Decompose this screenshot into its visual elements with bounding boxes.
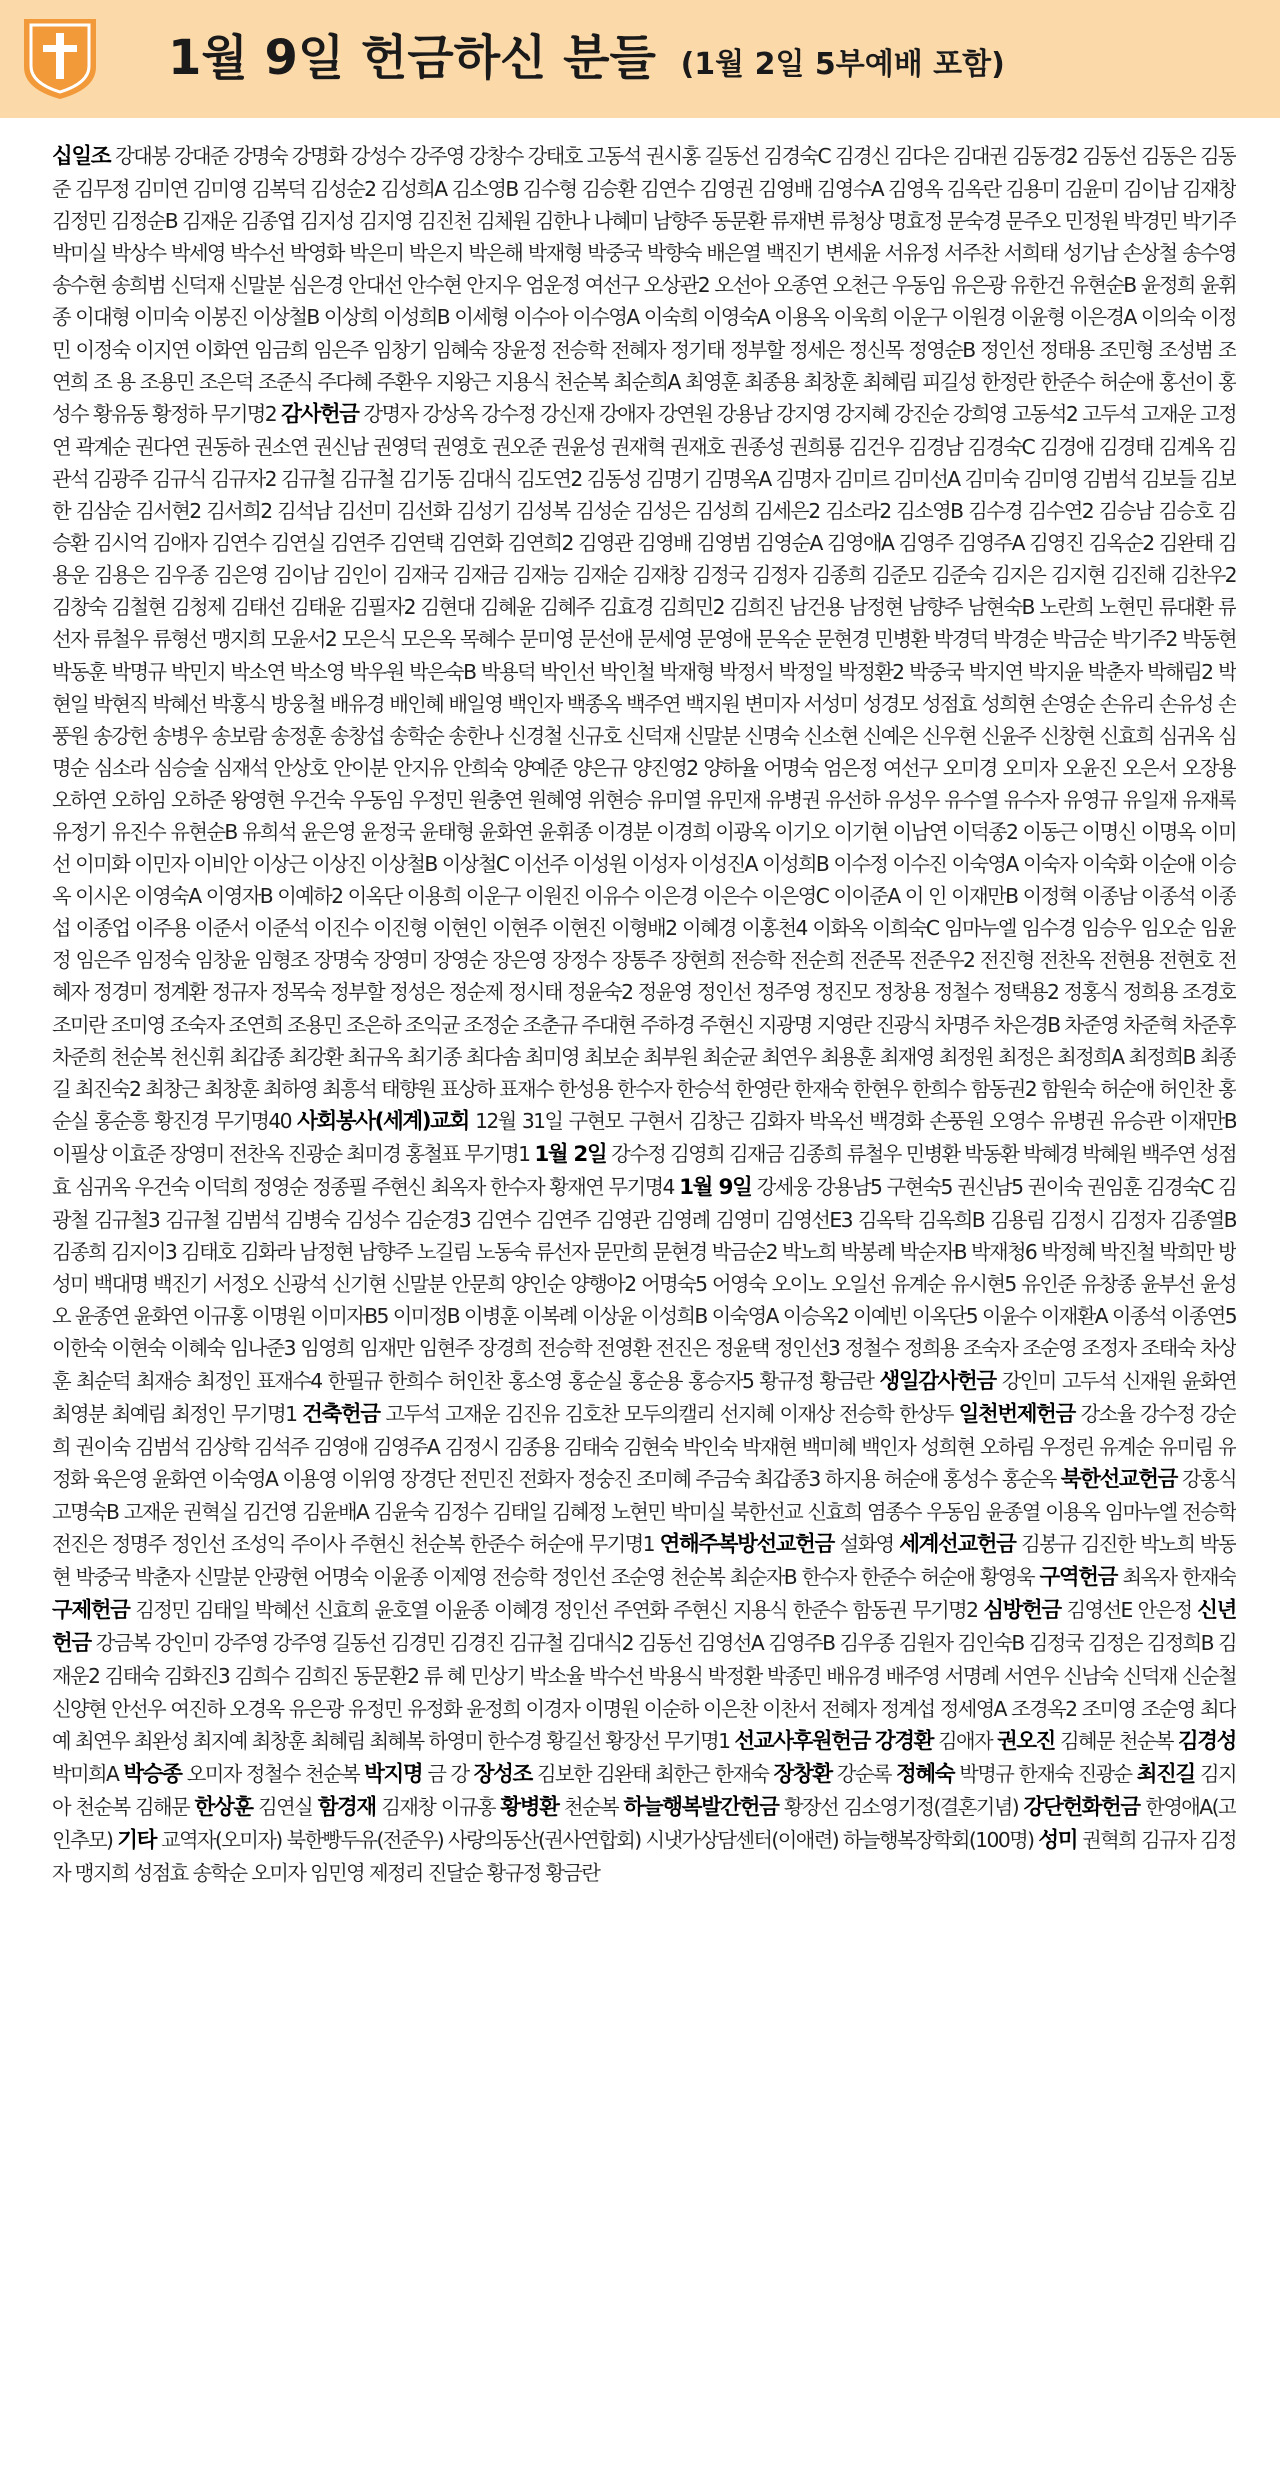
donor-names: 김애자 (938, 1728, 992, 1753)
category-label: 김경성 (1177, 1728, 1236, 1754)
donor-names: 김혜문 천순복 (1060, 1728, 1173, 1753)
donor-names: 강순록 (836, 1761, 891, 1786)
donor-names: 김봉규 김진한 박노희 박동현 박중국 박춘자 신말분 안광현 어명숙 이윤종 이제영 전승학 정인선 조순영 천순복 최순자B 한수자 한준수 허순애 황영욱 (52, 1532, 1236, 1590)
donor-names: 강인미 고두석 신재원 윤화연 최영분 최예림 최정인 무기명1 (52, 1368, 1236, 1426)
category-label: 북한선교헌금 (1060, 1466, 1177, 1492)
category-label: 감사헌금 (281, 401, 359, 427)
donor-names: 금 강 (427, 1761, 469, 1786)
category-label: 강경환 (874, 1728, 934, 1754)
category-label: 연해주복방선교헌금 (659, 1532, 834, 1558)
category-label: 구역헌금 (1039, 1565, 1117, 1591)
category-label: 1월 2일 (534, 1141, 607, 1167)
donor-names: 김정민 김태일 박혜선 신효희 윤호열 이윤종 이혜경 정인선 주연화 주현신 지용식 한준수 함동권 무기명2 (135, 1598, 978, 1623)
title-sub: (1월 2일 5부예배 포함) (680, 47, 1005, 82)
donor-names: 김지아 천순복 김해문 (52, 1761, 1236, 1819)
category-label: 기타 (117, 1827, 156, 1853)
donor-names: 박미희A (52, 1761, 119, 1786)
donor-names: 고두석 고재운 김진유 김호찬 모두의캘리 선지혜 이재상 전승학 한상두 (385, 1401, 953, 1426)
donor-names: 설화영 (839, 1532, 894, 1557)
donor-names: 박명규 한재숙 진광순 (959, 1761, 1132, 1786)
category-label: 장성조 (473, 1761, 532, 1787)
donor-names: 강홍식 고명숙B 고재운 권혁실 김건영 김윤배A 김윤숙 김정수 김태일 김혜정 노현민 박미실 북한선교 신효희 염종수 우동임 윤종열 이용옥 임마누엘 전승학 전진은 정명주 정인선 조성익 주이사 주현신 천순복 한준수 허순애 무기명1 (52, 1466, 1236, 1557)
donor-names: 12월 31일 구현모 구현서 김창근 김화자 박옥선 백경화 손풍원 오영수 유병권 유승관 이재만B 이필상 이효준 장영미 전찬옥 진광순 최미경 홍철표 무기명1 (52, 1108, 1236, 1166)
category-label: 신년헌금 (52, 1598, 1236, 1657)
category-label: 장창환 (773, 1761, 832, 1787)
category-label: 십일조 (52, 144, 111, 169)
donor-names: 오미자 정철수 천순복 (186, 1761, 359, 1786)
category-label: 선교사후원헌금 (734, 1728, 870, 1754)
donor-names: 천순복 (563, 1794, 618, 1819)
category-label: 1월 9일 (679, 1175, 752, 1200)
donor-list (52, 140, 1236, 2470)
category-label: 하늘행복발간헌금 (623, 1794, 779, 1820)
category-label: 사회봉사(세계)교회 (297, 1108, 469, 1134)
donor-names: 김영선E 안은정 (1066, 1598, 1192, 1623)
category-label: 건축헌금 (302, 1401, 380, 1427)
donor-names: 권혁희 김규자 김정자 맹지희 성점효 송학순 오미자 임민영 제정리 진달순 황규정 황금란 (52, 1827, 1236, 1885)
donor-names: 한영애A(고인추모) (52, 1794, 1236, 1852)
donor-names: 김재창 이규홍 (381, 1794, 495, 1819)
category-label: 최진길 (1136, 1761, 1195, 1787)
donor-names: 김보한 김완태 최한근 한재숙 (537, 1761, 769, 1786)
category-label: 세계선교헌금 (899, 1532, 1016, 1558)
category-label: 생일감사헌금 (879, 1368, 996, 1394)
donor-names: 교역자(오미자) 북한빵두유(전준우) 사랑의동산(권사연합회) 시냇가상담센터(이애련) 하늘행복장학회(100명) (160, 1827, 1034, 1852)
category-label: 권오진 (996, 1728, 1056, 1754)
donor-names: 김연실 (258, 1794, 313, 1819)
category-label: 심방헌금 (983, 1598, 1061, 1624)
donor-names: 최옥자 한재숙 (1122, 1565, 1236, 1590)
category-label: 박승종 (123, 1761, 182, 1787)
church-cross-shield-icon (22, 15, 98, 101)
category-label: 황병환 (500, 1794, 559, 1820)
category-label: 정혜숙 (896, 1761, 955, 1787)
page-header (0, 0, 1280, 118)
category-label: 강단헌화헌금 (1023, 1794, 1140, 1820)
category-label: 일천번제헌금 (958, 1401, 1075, 1427)
category-label: 구제헌금 (52, 1598, 130, 1624)
category-label: 한상훈 (194, 1794, 253, 1820)
category-label: 성미 (1038, 1827, 1078, 1853)
title-main: 1월 9일 헌금하신 분들 (168, 30, 656, 86)
donor-names: 강명자 강상옥 강수정 강신재 강애자 강연원 강용남 강지영 강지혜 강진순 강희영 고동석2 고두석 고재운 고정연 곽계순 권다연 권동하 권소연 권신남 권영덕 권영호 권오준 권윤성 권재혁 권재호 권종성 권희룡 김건우 김경남 김경숙C 김경애 김경태 김계옥 김관석 김광주 김규식 김규자2 김규철 김규철 김기동 김대식 김도연2 김동성 김명기 김명옥A 김명자 김미르 김미선A 김미숙 김미영 김범석 김보들 김보한 김삼순 김서현2 김서희2 김석남 김선미 김선화 김성기 김성복 김성순 김성은 김성희 김세은2 김소라2 김소영B 김수경 김수연2 김승남 김승호 김승환 김시억 김애자 김연수 김연실 김연주 김연택 김연화 김연희2 김영관 김영배 김영범 김영순A 김영애A 김영주 김영주A 김영진 김옥순2 김완태 김용운 김용은 김우종 김은영 김이남 김인이 김재국 김재금 김재능 김재순 김재창 김정국 김정자 김종희 김준모 김준숙 김지은 김지현 김진해 김찬우2 김창숙 김철현 김청제 김태선 김태윤 김필자2 김현대 김혜윤 김혜주 김효경 김희민2 김희진 남건용 남정현 남향주 남현숙B 노란희 노현민 류대환 류선자 류철우 류형선 맹지희 모윤서2 모은식 모은옥 목혜수 문미영 문선애 문세영 문영애 문옥순 문현경 민병환 박경덕 박경순 박금순 박기주2 박동현 박동훈 박명규 박민지 박소연 박소영 박우원 박은숙B 박용덕 박인선 박인철 박재형 박정서 박정일 박정환2 박중국 박지연 박지윤 박춘자 박해림2 박현일 박현직 박혜선 박홍식 방웅철 배유경 배인혜 배일영 백인자 백종옥 백주연 백지원 변미자 서성미 성경모 성점효 성희현 손영순 손유리 손유성 손풍원 송강헌 송병우 송보람 송정훈 송창섭 송학순 송한나 신경철 신규호 신덕재 신말분 신명숙 신소현 신예은 신우현 신윤주 신창현 신효희 심귀옥 심명순 심소라 심승술 심재석 안상호 안이분 안지유 안희숙 양예준 양은규 양진영2 양하율 어명숙 엄은정 여선구 오미경 오미자 오윤진 오은서 오장용 오하연 오하임 오하준 왕영현 우건숙 우동임 우정민 원충연 원혜영 위현승 유미열 유민재 유병권 유선하 유성우 유수열 유수자 유영규 유일재 유재록 유정기 유진수 유현순B 유희석 윤은영 윤정국 윤태형 윤화연 윤휘종 이경분 이경희 이광옥 이기오 이기현 이남연 이덕종2 이동근 이명신 이명옥 이미선 이미화 이민자 이비안 이상근 이상진 이상철B 이상철C 이선주 이성원 이성자 이성진A 이성희B 이수정 이수진 이숙영A 이숙자 이숙화 이순애 이승옥 이시온 이영숙A 이영자B 이예하2 이옥단 이용희 이운구 이원진 이유수 이은경 이은수 이은영C 이이준A 이 인 이재만B 이정혁 이종남 이종석 이종섭 이종업 이주용 이준서 이준석 이진수 이진형 이현인 이현주 이현진 이형배2 이혜경 이홍천4 이화옥 이희숙C 임마누엘 임수경 임승우 임오순 임윤정 임은주 임정숙 임창윤 임형조 장명숙 장영미 장영순 장은영 장정수 장통주 장현희 전승학 전순희 전준목 전준우2 전진형 전찬옥 전현용 전현호 전혜자 정경미 정계환 정규자 정목숙 정부할 정성은 정순제 정시태 정윤숙2 정윤영 정인선 정주영 정진모 정창용 정철수 정택용2 정홍식 정희용 조경호 조미란 조미영 조숙자 조연희 조용민 조은하 조익균 조정순 조춘규 주대현 주하경 주현신 지광명 지영란 진광식 차명주 차은경B 차준영 차준혁 차준후 차준희 천순복 천신휘 최갑종 최강환 최규옥 최기종 최다솜 최미영 최보순 최부원 최순균 최연우 최용훈 최재영 최정원 최정은 최정희A 최정희B 최종길 최진숙2 최창근 최창훈 최하영 최흥석 태향원 표상하 표재수 한성용 한수자 한승석 한영란 한재숙 한현우 한희수 함동권2 함원숙 허순애 허인찬 홍순실 홍순흥 황진경 무기명40 (52, 401, 1236, 1133)
category-label: 박지명 (364, 1761, 423, 1787)
page-title (168, 30, 1005, 93)
donor-names: 강대봉 강대준 강명숙 강명화 강성수 강주영 강창수 강태호 고동석 권시홍 길동선 김경숙C 김경신 김다은 김대권 김동경2 김동선 김동은 김동준 김무정 김미연 김미영 김복덕 김성순2 김성희A 김소영B 김수형 김승환 김연수 김영권 김영배 김영수A 김영옥 김옥란 김용미 김윤미 김이남 김재창 김정민 김정순B 김재운 김종엽 김지성 김지영 김진천 김체원 김한나 나혜미 남향주 동문환 류재변 류청상 명효정 문숙경 문주오 민정원 박경민 박기주 박미실 박상수 박세영 박수선 박영화 박은미 박은지 박은해 박재형 박중국 박향숙 배은열 백진기 변세윤 서유정 서주찬 서희태 성기남 손상철 송수영 송수현 송희범 신덕재 신말분 심은경 안대선 안수현 안지우 엄운정 여선구 오상관2 오선아 오종연 오천근 우동임 유은광 유한건 유현순B 윤정희 윤휘종 이대형 이미숙 이봉진 이상철B 이상희 이성희B 이세형 이수아 이수영A 이숙희 이영숙A 이용옥 이욱희 이운구 이원경 이윤형 이은경A 이의숙 이정민 이정숙 이지연 이화연 임금희 임은주 임창기 임혜숙 장윤정 전승학 전혜자 정기태 정부할 정세은 정신목 정영순B 정인선 정태용 조민형 조성범 조연희 조 용 조용민 조은덕 조준식 주다혜 주환우 지왕근 지용식 천순복 최순희A 최영훈 최종용 최창훈 최혜림 피길성 한정란 한준수 허순애 홍선이 홍성수 황유동 황정하 무기명2 (52, 144, 1236, 426)
donor-names: 강수정 김영희 김재금 김종희 류철우 민병환 박동환 박혜경 박혜원 백주연 성점효 심귀옥 우건숙 이덕희 정영순 정종필 주현신 최옥자 한수자 황재연 무기명4 (52, 1141, 1236, 1199)
donor-names: 황장선 김소영기정(결혼기념) (783, 1794, 1019, 1819)
category-label: 함경재 (317, 1794, 376, 1820)
donor-names: 강세웅 강용남5 구현숙5 권신남5 권이숙 권임훈 김경숙C 김광철 김규철3 김규철 김범석 김병숙 김성수 김순경3 김연수 김연주 김영관 김영례 김영미 김영선E3 김옥탁 김옥희B 김용림 김정시 김정자 김종열B 김종희 김지이3 김태호 김화라 남정현 남향주 노길림 노동숙 류선자 문만희 문현경 박금순2 박노희 박봉례 박순자B 박재청6 박정혜 박진철 박희만 방성미 백대명 백진기 서정오 신광석 신기현 신말분 안문희 양인순 양행아2 어명숙5 어영숙 오이노 오일선 유계순 유시현5 유인준 유창종 윤부선 윤성오 윤종연 윤화연 이규홍 이명원 이미자B5 이미정B 이병훈 이복례 이상윤 이성희B 이숙영A 이승옥2 이예빈 이옥단5 이윤수 이재환A 이종석 이종연5 이한숙 이현숙 이혜숙 임나준3 임영희 임재만 임현주 장경희 전승학 전영환 전진은 정윤택 정인선3 정철수 정희용 조숙자 조순영 조정자 조태숙 차상훈 최순덕 최재승 최정인 표재수4 한필규 한희수 허인찬 홍소영 홍순실 홍순용 홍승자5 황규정 황금란 (52, 1175, 1236, 1393)
donor-names: 강금복 강인미 강주영 강주영 길동선 김경민 김경진 김규철 김대식2 김동선 김영선A 김영주B 김우종 김원자 김인숙B 김정국 김정은 김정희B 김재운2 김태숙 김화진3 김희수 김희진 동문환2 류 혜 민상기 박소율 박수선 박용식 박정환 박종민 배유경 배주영 서명례 서연우 신남숙 신덕재 신순철 신양현 안선우 여진하 오경옥 유은광 유정민 유정화 윤정희 이경자 이명원 이순하 이은찬 이찬서 전혜자 정계섭 정세영A 조경옥2 조미영 조순영 최다예 최연우 최완성 최지예 최창훈 최혜림 최혜복 하영미 한수경 황길선 황장선 무기명1 (52, 1631, 1236, 1753)
donor-names: 강소율 강수정 강순희 권이숙 김범석 김상학 김석주 김영애 김영주A 김정시 김종용 김태숙 김현숙 박인숙 박재현 백미혜 백인자 성희현 오하림 우정린 유계순 유미림 유정화 육은영 윤화연 이숙영A 이용영 이위영 장경단 전민진 전화자 정숭진 조미혜 주금숙 최갑종3 하지용 허순애 홍성수 홍순옥 (52, 1401, 1236, 1491)
